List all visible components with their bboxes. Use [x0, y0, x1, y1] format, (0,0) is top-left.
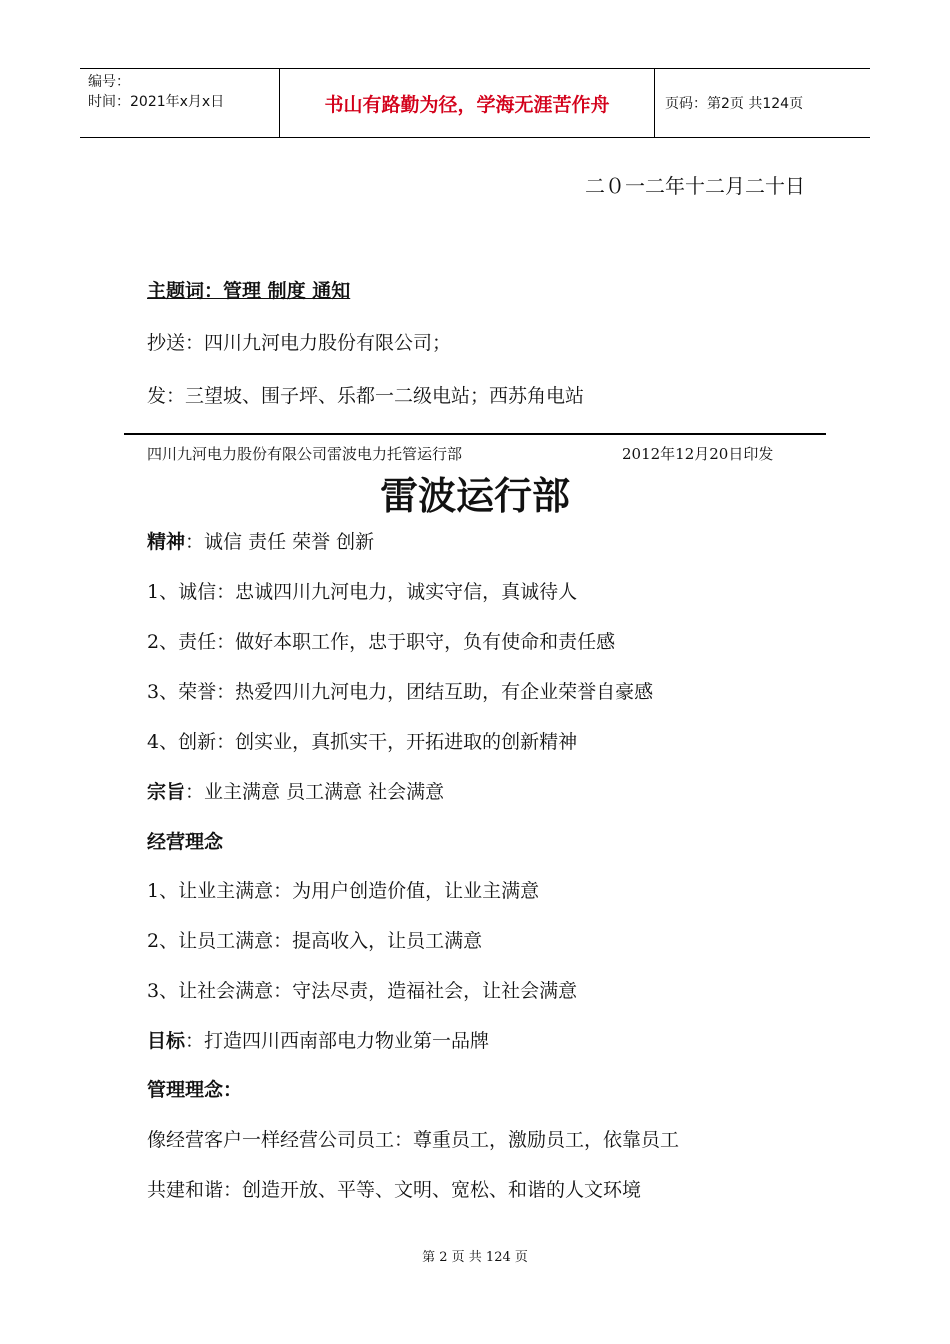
time-label: 时间：2021年x月x日	[88, 94, 225, 110]
doc-number-label: 编号：	[88, 74, 130, 90]
line-text: 共建和谐：创造开放、平等、文明、宽松、和谐的人文环境	[147, 1179, 642, 1201]
line-text: 诚信 责任 荣誉 创新	[204, 531, 375, 553]
header-motto: 书山有路勤为径，学海无涯苦作舟	[280, 69, 655, 137]
line-key: 管理理念：	[147, 1079, 243, 1101]
line-sep: ：	[185, 531, 205, 553]
body-line	[147, 876, 539, 903]
page-footer: 第 2 页 共 124 页	[422, 1250, 528, 1265]
line-key: 目标	[147, 1030, 186, 1052]
line-text: 2、让员工满意：提高收入，让员工满意	[147, 930, 483, 952]
body-line	[147, 976, 577, 1003]
body-line	[147, 777, 444, 804]
line-text: 打造四川西南部电力物业第一品牌	[204, 1030, 490, 1052]
page-title: 雷波运行部	[379, 474, 570, 518]
line-text: 2、责任：做好本职工作，忠于职守，负有使命和责任感	[147, 631, 616, 653]
body-line	[147, 1125, 679, 1152]
body-line	[147, 1175, 641, 1202]
line-text: 3、让社会满意：守法尽责，造福社会，让社会满意	[147, 980, 578, 1002]
body-line	[147, 1075, 242, 1102]
send-line: 发：三望坡、围子坪、乐都一二级电站；西苏角电站	[147, 385, 585, 407]
body-line	[147, 827, 223, 854]
issue-date: 二０一二年十二月二十日	[585, 174, 805, 198]
body-line	[147, 926, 482, 953]
line-sep: ：	[185, 781, 205, 803]
body-line	[147, 627, 615, 654]
line-text: 1、让业主满意：为用户创造价值，让业主满意	[147, 880, 540, 902]
body-line	[147, 577, 577, 604]
body-line	[147, 727, 577, 754]
publisher-org: 四川九河电力股份有限公司雷波电力托管运行部	[147, 445, 463, 463]
line-key: 宗旨	[147, 781, 186, 803]
line-text: 像经营客户一样经营公司员工：尊重员工，激励员工，依靠员工	[147, 1129, 680, 1151]
line-key: 精神	[147, 531, 186, 553]
publisher-date: 2012年12月20日印发	[622, 445, 774, 463]
line-text: 4、创新：创实业，真抓实干，开拓进取的创新精神	[147, 731, 578, 753]
line-sep: ：	[185, 1030, 205, 1052]
cc-line: 抄送：四川九河电力股份有限公司；	[147, 332, 452, 354]
header-page-info: 页码：第2页 共124页	[665, 96, 804, 112]
line-text: 1、诚信：忠诚四川九河电力，诚实守信，真诚待人	[147, 581, 578, 603]
line-text: 业主满意 员工满意 社会满意	[204, 781, 445, 803]
body-line	[147, 527, 374, 554]
body-line	[147, 1026, 489, 1053]
line-text: 3、荣誉：热爱四川九河电力，团结互助，有企业荣誉自豪感	[147, 681, 654, 703]
line-key: 经营理念	[147, 831, 224, 853]
topic-words: 主题词：管理 制度 通知	[147, 280, 351, 302]
page-header	[80, 68, 870, 138]
header-left-cell	[80, 69, 280, 137]
body-line	[147, 677, 653, 704]
divider-rule	[124, 433, 826, 435]
